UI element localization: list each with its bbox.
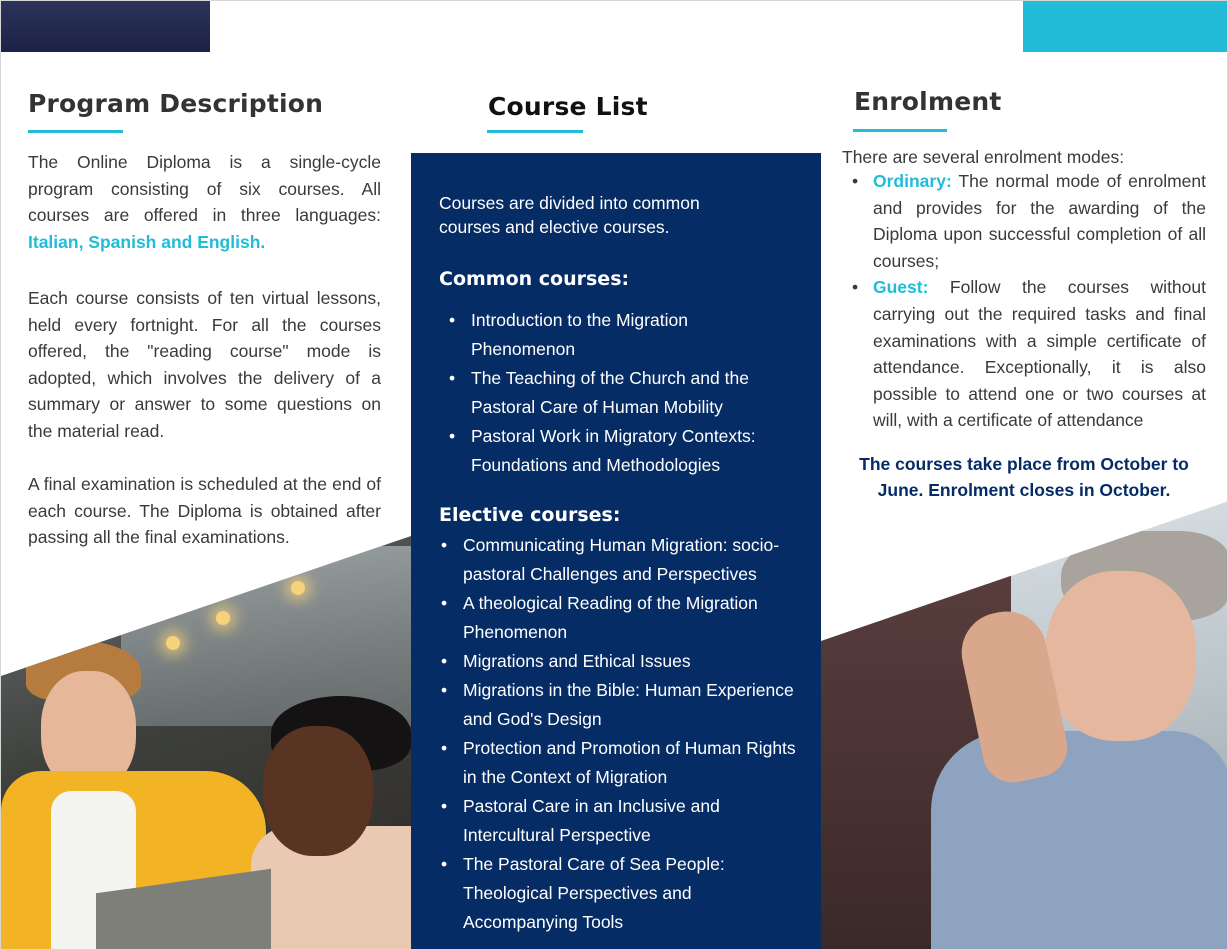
enrolment-intro: There are several enrolment modes: <box>842 147 1125 167</box>
program-languages: Italian, Spanish and English. <box>28 231 266 252</box>
common-course-item: • Pastoral Work in Migratory Contexts: Foundations and Methodologies <box>439 422 779 480</box>
students-photo <box>1 536 411 950</box>
common-course-item: • Introduction to the Migration Phenomenon <box>439 306 779 364</box>
elective-course-item: • The Pastoral Care of Sea People: Theological Perspectives and Accompanying Tools <box>431 850 806 937</box>
elective-course-item: • Pastoral Care in an Inclusive and Intercultural Perspective <box>431 792 806 850</box>
course-list-underline <box>487 130 583 133</box>
enrolment-mode-label: Guest: <box>873 277 929 298</box>
course-list-title: Course List <box>488 92 648 121</box>
photo-lamp <box>166 636 180 650</box>
header-bar-navy <box>1 1 210 52</box>
header-bar-cyan <box>1023 1 1228 52</box>
enrolment-underline <box>853 129 947 132</box>
elective-course-item: • Communicating Human Migration: socio-pastoral Challenges and Perspectives <box>431 531 806 589</box>
enrolment-schedule-note: The courses take place from October to June. Enrolment closes in October. <box>859 454 1189 500</box>
enrolment-title: Enrolment <box>854 87 1002 116</box>
program-paragraph-3: A final examination is scheduled at the end of each course. The Diploma is obtained after passing all the final examinations. <box>28 474 381 548</box>
common-courses-heading: Common courses: <box>439 268 630 290</box>
common-course-item: • The Teaching of the Church and the Pastoral Care of Human Mobility <box>439 364 779 422</box>
program-paragraph-1-text: The Online Diploma is a single-cycle program consisting of six courses. All courses are offered in three languages: <box>28 152 381 226</box>
elective-courses-heading: Elective courses: <box>439 504 621 526</box>
photo-second-student-face <box>263 726 373 856</box>
photo-lamp <box>216 611 230 625</box>
program-paragraph-1 <box>28 149 381 255</box>
course-list-intro: Courses are divided into common courses and elective courses. <box>439 193 700 237</box>
elective-course-item: • Protection and Promotion of Human Rights in the Context of Migration <box>431 734 806 792</box>
enrolment-mode-ordinary <box>850 168 1206 274</box>
photo-woman-face <box>1046 571 1196 741</box>
enrolment-modes-list <box>850 168 1206 434</box>
common-courses-list <box>439 306 779 480</box>
enrolment-mode-label: Ordinary: <box>873 171 952 191</box>
photo-woman-shirt <box>931 731 1228 950</box>
elective-courses-list <box>431 531 806 937</box>
elective-course-item: • Migrations and Ethical Issues <box>431 647 806 676</box>
enrolment-mode-text: The normal mode of enrolment and provides for the awarding of the Diploma upon successful completion of all courses; <box>873 171 1206 271</box>
elective-course-item: • A theological Reading of the Migration Phenomenon <box>431 589 806 647</box>
program-title-underline <box>28 130 123 133</box>
photo-lamp <box>291 581 305 595</box>
elective-course-item: • Migrations in the Bible: Human Experience and God's Design <box>431 676 806 734</box>
program-paragraph-2: Each course consists of ten virtual lessons, held every fortnight. For all the courses offered, the "reading course" mode is adopted, which involves the delivery of a summary or answer to some questions on the material read. <box>28 288 381 441</box>
course-list-panel <box>411 153 821 950</box>
teachers-photo <box>821 501 1228 950</box>
enrolment-mode-text: Follow the courses without carrying out the required tasks and final examinations with a simple certificate of attendance. Exceptionally, it is also possible to attend one or two courses at will, with a certificate of attendance <box>873 277 1206 431</box>
program-description-title: Program Description <box>28 89 324 118</box>
enrolment-mode-guest <box>850 274 1206 434</box>
